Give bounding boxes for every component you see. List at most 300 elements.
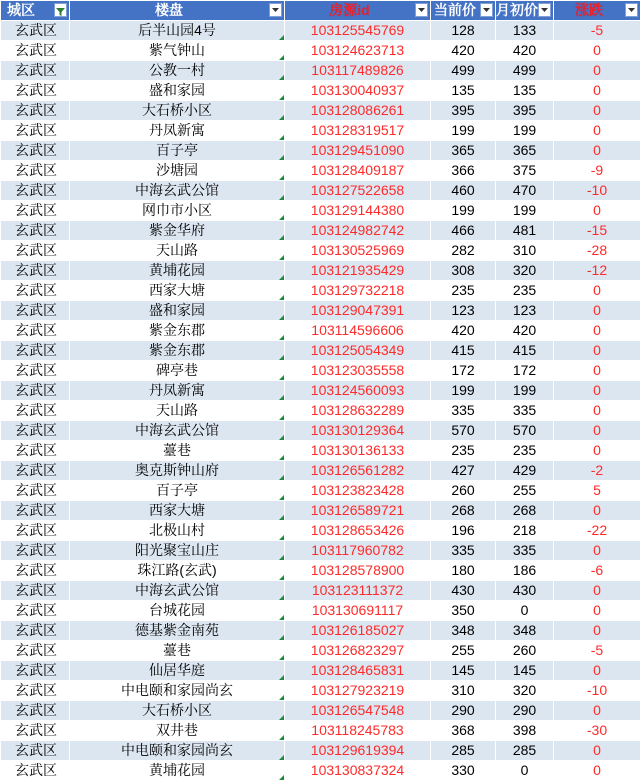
table-row[interactable] [1, 181, 640, 201]
cell-month-start-price[interactable]: 310 [496, 241, 554, 261]
column-header-current-price[interactable] [431, 1, 496, 21]
cell-district[interactable]: 玄武区 [1, 221, 70, 241]
table-row[interactable] [1, 301, 640, 321]
cell-listing-id[interactable]: 103130136133 [285, 441, 431, 461]
dropdown-arrow-icon[interactable] [625, 3, 638, 17]
cell-change[interactable]: -22 [554, 521, 640, 541]
cell-listing-id[interactable]: 103128319517 [285, 121, 431, 141]
cell-text: 薹巷 [163, 642, 191, 658]
cell-listing-id[interactable]: 103124560093 [285, 381, 431, 401]
cell-current-price[interactable]: 260 [431, 481, 496, 501]
cell-change[interactable]: 0 [554, 541, 640, 561]
cell-month-start-price[interactable]: 481 [496, 221, 554, 241]
table-row[interactable] [1, 241, 640, 261]
table-row[interactable] [1, 701, 640, 721]
table-row[interactable] [1, 621, 640, 641]
cell-change[interactable]: 0 [554, 761, 640, 781]
cell-month-start-price[interactable]: 0 [496, 761, 554, 781]
cell-property[interactable] [70, 41, 285, 61]
table-row[interactable] [1, 361, 640, 381]
cell-current-price[interactable]: 135 [431, 81, 496, 101]
cell-listing-id[interactable]: 103126589721 [285, 501, 431, 521]
cell-current-price[interactable]: 290 [431, 701, 496, 721]
cell-district[interactable]: 玄武区 [1, 761, 70, 781]
cell-current-price[interactable]: 196 [431, 521, 496, 541]
cell-listing-id[interactable]: 103125545769 [285, 21, 431, 41]
table-row[interactable] [1, 581, 640, 601]
cell-current-price[interactable]: 145 [431, 661, 496, 681]
table-row[interactable] [1, 161, 640, 181]
cell-district[interactable]: 玄武区 [1, 141, 70, 161]
cell-month-start-price[interactable]: 348 [496, 621, 554, 641]
cell-property[interactable] [70, 721, 285, 741]
table-row[interactable] [1, 641, 640, 661]
cell-district[interactable]: 玄武区 [1, 561, 70, 581]
cell-district[interactable]: 玄武区 [1, 581, 70, 601]
cell-change[interactable]: 0 [554, 441, 640, 461]
error-indicator-icon [279, 735, 284, 740]
cell-listing-id[interactable]: 103128086261 [285, 101, 431, 121]
cell-listing-id[interactable]: 103130129364 [285, 421, 431, 441]
cell-district[interactable]: 玄武区 [1, 321, 70, 341]
table-row[interactable] [1, 741, 640, 761]
cell-change[interactable]: -28 [554, 241, 640, 261]
table-row[interactable] [1, 221, 640, 241]
cell-district[interactable]: 玄武区 [1, 701, 70, 721]
table-row[interactable] [1, 501, 640, 521]
column-header-label: 城区 [1, 1, 69, 20]
cell-property[interactable] [70, 661, 285, 681]
cell-month-start-price[interactable]: 285 [496, 741, 554, 761]
cell-property[interactable] [70, 221, 285, 241]
cell-district[interactable]: 玄武区 [1, 541, 70, 561]
cell-current-price[interactable]: 366 [431, 161, 496, 181]
cell-current-price[interactable]: 123 [431, 301, 496, 321]
column-header-month-start-price[interactable] [496, 1, 554, 21]
cell-district[interactable]: 玄武区 [1, 241, 70, 261]
cell-property[interactable] [70, 761, 285, 781]
cell-text: 紫金华府 [149, 222, 205, 238]
cell-month-start-price[interactable]: 0 [496, 601, 554, 621]
cell-current-price[interactable]: 570 [431, 421, 496, 441]
table-row[interactable] [1, 41, 640, 61]
cell-change[interactable]: -10 [554, 681, 640, 701]
cell-listing-id[interactable]: 103117489826 [285, 61, 431, 81]
cell-property[interactable] [70, 701, 285, 721]
dropdown-arrow-icon[interactable] [538, 3, 551, 17]
cell-change[interactable]: 5 [554, 481, 640, 501]
cell-listing-id[interactable]: 103123035558 [285, 361, 431, 381]
cell-month-start-price[interactable]: 199 [496, 381, 554, 401]
cell-text: 中海玄武公馆 [135, 582, 219, 598]
cell-month-start-price[interactable]: 268 [496, 501, 554, 521]
cell-current-price[interactable]: 348 [431, 621, 496, 641]
cell-property[interactable] [70, 301, 285, 321]
cell-property[interactable] [70, 401, 285, 421]
cell-listing-id[interactable]: 103126547548 [285, 701, 431, 721]
cell-district[interactable]: 玄武区 [1, 341, 70, 361]
cell-listing-id[interactable]: 103129047391 [285, 301, 431, 321]
cell-property[interactable] [70, 61, 285, 81]
cell-text: 天山路 [156, 242, 198, 258]
cell-change[interactable]: -15 [554, 221, 640, 241]
cell-change[interactable]: 0 [554, 401, 640, 421]
cell-district[interactable]: 玄武区 [1, 61, 70, 81]
cell-property[interactable] [70, 121, 285, 141]
cell-listing-id[interactable]: 103129144380 [285, 201, 431, 221]
error-indicator-icon [279, 595, 284, 600]
cell-property[interactable] [70, 281, 285, 301]
cell-change[interactable]: 0 [554, 281, 640, 301]
cell-current-price[interactable]: 199 [431, 121, 496, 141]
table-row[interactable] [1, 421, 640, 441]
cell-change[interactable]: -5 [554, 21, 640, 41]
table-row[interactable] [1, 281, 640, 301]
cell-change[interactable]: 0 [554, 41, 640, 61]
cell-change[interactable]: 0 [554, 361, 640, 381]
cell-current-price[interactable]: 460 [431, 181, 496, 201]
cell-change[interactable]: 0 [554, 201, 640, 221]
table-row[interactable] [1, 81, 640, 101]
table-row[interactable] [1, 661, 640, 681]
cell-month-start-price[interactable]: 235 [496, 281, 554, 301]
cell-current-price[interactable]: 268 [431, 501, 496, 521]
table-row[interactable] [1, 321, 640, 341]
error-indicator-icon [279, 775, 284, 780]
cell-change[interactable]: -9 [554, 161, 640, 181]
cell-month-start-price[interactable]: 429 [496, 461, 554, 481]
cell-change[interactable]: -12 [554, 261, 640, 281]
cell-month-start-price[interactable]: 218 [496, 521, 554, 541]
cell-current-price[interactable]: 330 [431, 761, 496, 781]
cell-change[interactable]: -2 [554, 461, 640, 481]
cell-district[interactable]: 玄武区 [1, 181, 70, 201]
cell-change[interactable]: 0 [554, 141, 640, 161]
cell-current-price[interactable]: 235 [431, 281, 496, 301]
cell-current-price[interactable]: 350 [431, 601, 496, 621]
table-row[interactable] [1, 541, 640, 561]
cell-property[interactable] [70, 481, 285, 501]
cell-property[interactable] [70, 241, 285, 261]
cell-text: 西家大塘 [149, 282, 205, 298]
cell-change[interactable]: 0 [554, 701, 640, 721]
cell-current-price[interactable]: 335 [431, 401, 496, 421]
cell-district[interactable]: 玄武区 [1, 161, 70, 181]
cell-month-start-price[interactable]: 320 [496, 261, 554, 281]
cell-change[interactable]: 0 [554, 621, 640, 641]
cell-month-start-price[interactable]: 335 [496, 541, 554, 561]
cell-month-start-price[interactable]: 290 [496, 701, 554, 721]
cell-month-start-price[interactable]: 145 [496, 661, 554, 681]
table-row[interactable] [1, 121, 640, 141]
table-row[interactable] [1, 261, 640, 281]
column-header-district[interactable] [1, 1, 70, 21]
cell-listing-id[interactable]: 103124982742 [285, 221, 431, 241]
cell-district[interactable]: 玄武区 [1, 741, 70, 761]
cell-district[interactable]: 玄武区 [1, 481, 70, 501]
table-row[interactable] [1, 401, 640, 421]
cell-month-start-price[interactable]: 420 [496, 41, 554, 61]
cell-property[interactable] [70, 681, 285, 701]
cell-change[interactable]: 0 [554, 321, 640, 341]
cell-month-start-price[interactable]: 135 [496, 81, 554, 101]
cell-change[interactable]: 0 [554, 581, 640, 601]
cell-property[interactable] [70, 741, 285, 761]
cell-listing-id[interactable]: 103129732218 [285, 281, 431, 301]
cell-property[interactable] [70, 581, 285, 601]
cell-current-price[interactable]: 128 [431, 21, 496, 41]
cell-listing-id[interactable]: 103128578900 [285, 561, 431, 581]
cell-listing-id[interactable]: 103128632289 [285, 401, 431, 421]
cell-property[interactable] [70, 561, 285, 581]
column-header-listing-id[interactable] [285, 1, 431, 21]
cell-listing-id[interactable]: 103128653426 [285, 521, 431, 541]
table-row[interactable] [1, 561, 640, 581]
error-indicator-icon [279, 675, 284, 680]
cell-district[interactable]: 玄武区 [1, 641, 70, 661]
cell-change[interactable]: 0 [554, 661, 640, 681]
cell-district[interactable]: 玄武区 [1, 121, 70, 141]
cell-current-price[interactable]: 427 [431, 461, 496, 481]
cell-month-start-price[interactable]: 186 [496, 561, 554, 581]
cell-current-price[interactable]: 285 [431, 741, 496, 761]
cell-listing-id[interactable]: 103125054349 [285, 341, 431, 361]
cell-listing-id[interactable]: 103127923219 [285, 681, 431, 701]
cell-listing-id[interactable]: 103123823428 [285, 481, 431, 501]
cell-month-start-price[interactable]: 235 [496, 441, 554, 461]
cell-text: 沙塘园 [156, 162, 198, 178]
cell-property[interactable] [70, 441, 285, 461]
table-row[interactable] [1, 61, 640, 81]
cell-property[interactable] [70, 461, 285, 481]
cell-listing-id[interactable]: 103128465831 [285, 661, 431, 681]
cell-current-price[interactable]: 235 [431, 441, 496, 461]
cell-property[interactable] [70, 641, 285, 661]
cell-listing-id[interactable]: 103118245783 [285, 721, 431, 741]
cell-district[interactable]: 玄武区 [1, 21, 70, 41]
cell-month-start-price[interactable]: 260 [496, 641, 554, 661]
cell-current-price[interactable]: 335 [431, 541, 496, 561]
cell-current-price[interactable]: 395 [431, 101, 496, 121]
cell-month-start-price[interactable]: 365 [496, 141, 554, 161]
cell-property[interactable] [70, 261, 285, 281]
cell-property[interactable] [70, 101, 285, 121]
cell-change[interactable]: -6 [554, 561, 640, 581]
table-row[interactable] [1, 441, 640, 461]
cell-property[interactable] [70, 361, 285, 381]
cell-month-start-price[interactable]: 395 [496, 101, 554, 121]
cell-text: 薹巷 [163, 442, 191, 458]
cell-property[interactable] [70, 421, 285, 441]
cell-district[interactable]: 玄武区 [1, 621, 70, 641]
cell-listing-id[interactable]: 103126823297 [285, 641, 431, 661]
table-row[interactable] [1, 521, 640, 541]
cell-month-start-price[interactable]: 420 [496, 321, 554, 341]
cell-change[interactable]: 0 [554, 301, 640, 321]
cell-month-start-price[interactable]: 123 [496, 301, 554, 321]
cell-property[interactable] [70, 521, 285, 541]
table-row[interactable] [1, 461, 640, 481]
cell-district[interactable]: 玄武区 [1, 681, 70, 701]
cell-listing-id[interactable]: 103128409187 [285, 161, 431, 181]
cell-district[interactable]: 玄武区 [1, 361, 70, 381]
cell-change[interactable]: -30 [554, 721, 640, 741]
cell-current-price[interactable]: 310 [431, 681, 496, 701]
cell-district[interactable]: 玄武区 [1, 81, 70, 101]
cell-text: 北极山村 [149, 522, 205, 538]
cell-current-price[interactable]: 199 [431, 201, 496, 221]
cell-month-start-price[interactable]: 172 [496, 361, 554, 381]
filter-active-icon[interactable] [54, 3, 67, 17]
cell-property[interactable] [70, 201, 285, 221]
cell-current-price[interactable]: 180 [431, 561, 496, 581]
table-row[interactable] [1, 21, 640, 41]
cell-listing-id[interactable]: 103129619394 [285, 741, 431, 761]
cell-current-price[interactable]: 172 [431, 361, 496, 381]
cell-change[interactable]: 0 [554, 381, 640, 401]
cell-month-start-price[interactable]: 398 [496, 721, 554, 741]
table-row[interactable] [1, 721, 640, 741]
cell-district[interactable]: 玄武区 [1, 501, 70, 521]
cell-change[interactable]: -5 [554, 641, 640, 661]
cell-change[interactable]: 0 [554, 501, 640, 521]
cell-change[interactable]: 0 [554, 81, 640, 101]
cell-current-price[interactable]: 368 [431, 721, 496, 741]
cell-current-price[interactable]: 420 [431, 41, 496, 61]
cell-listing-id[interactable]: 103130525969 [285, 241, 431, 261]
cell-current-price[interactable]: 420 [431, 321, 496, 341]
cell-district[interactable]: 玄武区 [1, 421, 70, 441]
cell-district[interactable]: 玄武区 [1, 41, 70, 61]
table-row[interactable] [1, 761, 640, 781]
cell-month-start-price[interactable]: 499 [496, 61, 554, 81]
cell-current-price[interactable]: 499 [431, 61, 496, 81]
cell-property[interactable] [70, 321, 285, 341]
error-indicator-icon [279, 375, 284, 380]
cell-current-price[interactable]: 365 [431, 141, 496, 161]
cell-current-price[interactable]: 199 [431, 381, 496, 401]
table-row[interactable] [1, 201, 640, 221]
cell-text: 盛和家园 [149, 302, 205, 318]
cell-property[interactable] [70, 181, 285, 201]
cell-current-price[interactable]: 282 [431, 241, 496, 261]
cell-property[interactable] [70, 341, 285, 361]
error-indicator-icon [279, 475, 284, 480]
cell-property[interactable] [70, 501, 285, 521]
cell-district[interactable]: 玄武区 [1, 281, 70, 301]
table-row[interactable] [1, 101, 640, 121]
cell-change[interactable]: 0 [554, 101, 640, 121]
cell-listing-id[interactable]: 103126185027 [285, 621, 431, 641]
cell-current-price[interactable]: 415 [431, 341, 496, 361]
cell-change[interactable]: 0 [554, 741, 640, 761]
cell-listing-id[interactable]: 103121935429 [285, 261, 431, 281]
cell-month-start-price[interactable]: 430 [496, 581, 554, 601]
cell-district[interactable]: 玄武区 [1, 261, 70, 281]
dropdown-arrow-icon[interactable] [480, 3, 493, 17]
cell-listing-id[interactable]: 103124623713 [285, 41, 431, 61]
cell-listing-id[interactable]: 103114596606 [285, 321, 431, 341]
cell-month-start-price[interactable]: 320 [496, 681, 554, 701]
cell-listing-id[interactable]: 103117960782 [285, 541, 431, 561]
cell-listing-id[interactable]: 103126561282 [285, 461, 431, 481]
cell-month-start-price[interactable]: 199 [496, 201, 554, 221]
dropdown-arrow-icon[interactable] [269, 3, 282, 17]
cell-property[interactable] [70, 141, 285, 161]
cell-property[interactable] [70, 81, 285, 101]
cell-change[interactable]: 0 [554, 421, 640, 441]
table-row[interactable] [1, 481, 640, 501]
dropdown-arrow-icon[interactable] [415, 3, 428, 17]
cell-month-start-price[interactable]: 415 [496, 341, 554, 361]
cell-month-start-price[interactable]: 375 [496, 161, 554, 181]
cell-current-price[interactable]: 255 [431, 641, 496, 661]
column-header-change[interactable] [554, 1, 640, 21]
cell-property[interactable] [70, 621, 285, 641]
cell-current-price[interactable]: 430 [431, 581, 496, 601]
error-indicator-icon [279, 495, 284, 500]
cell-property[interactable] [70, 161, 285, 181]
table-row[interactable] [1, 341, 640, 361]
cell-property[interactable] [70, 541, 285, 561]
cell-listing-id[interactable]: 103127522658 [285, 181, 431, 201]
cell-current-price[interactable]: 308 [431, 261, 496, 281]
cell-change[interactable]: 0 [554, 341, 640, 361]
cell-month-start-price[interactable]: 470 [496, 181, 554, 201]
cell-change[interactable]: 0 [554, 601, 640, 621]
cell-month-start-price[interactable]: 335 [496, 401, 554, 421]
table-row[interactable] [1, 141, 640, 161]
cell-month-start-price[interactable]: 570 [496, 421, 554, 441]
cell-district[interactable]: 玄武区 [1, 601, 70, 621]
cell-current-price[interactable]: 466 [431, 221, 496, 241]
cell-change[interactable]: -10 [554, 181, 640, 201]
cell-month-start-price[interactable]: 199 [496, 121, 554, 141]
cell-change[interactable]: 0 [554, 121, 640, 141]
cell-district[interactable]: 玄武区 [1, 721, 70, 741]
table-row[interactable] [1, 381, 640, 401]
cell-text: 中海玄武公馆 [135, 182, 219, 198]
cell-listing-id[interactable]: 103130837324 [285, 761, 431, 781]
cell-month-start-price[interactable]: 255 [496, 481, 554, 501]
column-header-property[interactable] [70, 1, 285, 21]
cell-district[interactable]: 玄武区 [1, 521, 70, 541]
cell-listing-id[interactable]: 103129451090 [285, 141, 431, 161]
cell-district[interactable]: 玄武区 [1, 381, 70, 401]
error-indicator-icon [279, 615, 284, 620]
cell-listing-id[interactable]: 103130691117 [285, 601, 431, 621]
cell-listing-id[interactable]: 103123111372 [285, 581, 431, 601]
error-indicator-icon [279, 715, 284, 720]
cell-month-start-price[interactable]: 133 [496, 21, 554, 41]
error-indicator-icon [279, 635, 284, 640]
cell-district[interactable]: 玄武区 [1, 461, 70, 481]
cell-district[interactable]: 玄武区 [1, 441, 70, 461]
table-row[interactable] [1, 601, 640, 621]
cell-change[interactable]: 0 [554, 61, 640, 81]
cell-district[interactable]: 玄武区 [1, 661, 70, 681]
table-row[interactable] [1, 681, 640, 701]
cell-district[interactable]: 玄武区 [1, 401, 70, 421]
cell-property[interactable] [70, 601, 285, 621]
cell-district[interactable]: 玄武区 [1, 301, 70, 321]
cell-district[interactable]: 玄武区 [1, 201, 70, 221]
cell-listing-id[interactable]: 103130040937 [285, 81, 431, 101]
cell-district[interactable]: 玄武区 [1, 101, 70, 121]
cell-property[interactable] [70, 21, 285, 41]
cell-property[interactable] [70, 381, 285, 401]
error-indicator-icon [279, 415, 284, 420]
